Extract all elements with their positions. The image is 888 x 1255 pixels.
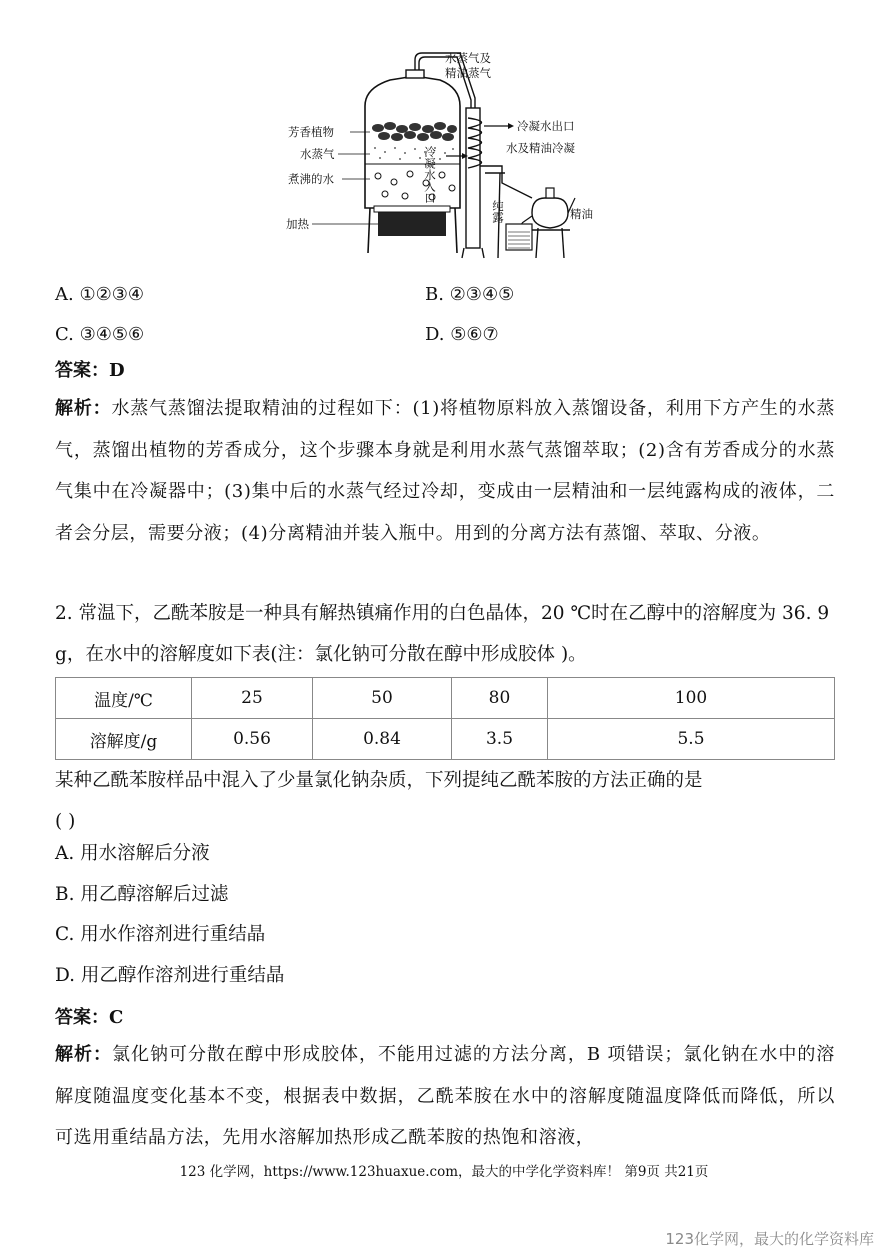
label-condensed: 水及精油冷凝 [506, 141, 575, 155]
distillation-diagram [270, 48, 630, 263]
solubility-table [55, 677, 835, 760]
watermark: 123化学网，最大的化学资料库 [665, 1230, 874, 1248]
label-hydrosol: 纯露 [491, 200, 505, 223]
label-steam: 水蒸气 [300, 147, 335, 161]
table-header-temperature: 温度/℃ [56, 678, 192, 719]
q2-choice-c: C. 用水作溶剂进行重结晶 [55, 924, 266, 946]
q1-option-c: C. ③④⑤⑥ [55, 323, 145, 345]
label-steam-top-2: 精油蒸气 [445, 66, 491, 80]
table-cell: 5.5 [548, 719, 835, 760]
q2-answer-label: 答案： [55, 1007, 109, 1028]
table-cell: 3.5 [452, 719, 548, 760]
q2-stem2: 某种乙酰苯胺样品中混入了少量氯化钠杂质，下列提纯乙酰苯胺的方法正确的是 [55, 770, 703, 791]
table-row [56, 678, 835, 719]
q1-analysis [55, 388, 835, 554]
q2-analysis [55, 1034, 835, 1159]
label-heat: 加热 [286, 217, 309, 231]
label-steam-top: 水蒸气及 [445, 51, 491, 65]
q2-stem: 2. 常温下，乙酰苯胺是一种具有解热镇痛作用的白色晶体，20 ℃时在乙醇中的溶解度为 36. 9 g，在水中的溶解度如下表(注：氯化钠可分散在醇中形成胶体 )。 [55, 603, 830, 665]
q2-analysis-text: 氯化钠可分散在醇中形成胶体，不能用过滤的方法分离，B 项错误；氯化钠在水中的溶解度随温度变化基本不变，根据表中数据，乙酰苯胺在水中的溶解度随温度降低而降低，所以可选用重结晶方法，先用水溶解加热形成乙酰苯胺的热饱和溶液， [55, 1044, 835, 1148]
q1-analysis-label: 解析： [55, 398, 112, 419]
label-inlet: 冷凝水入口 [423, 146, 437, 204]
label-plants: 芳香植物 [288, 125, 334, 139]
q2-analysis-label: 解析： [55, 1044, 112, 1065]
q2-choice-a: A. 用水溶解后分液 [55, 843, 210, 865]
q2-answer-value: C [109, 1007, 124, 1028]
q1-answer-value: D [109, 360, 125, 381]
table-cell: 25 [192, 678, 313, 719]
table-cell: 0.84 [313, 719, 452, 760]
table-row [56, 719, 835, 760]
table-header-solubility: 溶解度/g [56, 719, 192, 760]
table-cell: 80 [452, 678, 548, 719]
table-cell: 0.56 [192, 719, 313, 760]
table-cell: 50 [313, 678, 452, 719]
label-outlet: 冷凝水出口 [517, 119, 575, 133]
q1-option-b: B. ②③④⑤ [425, 283, 515, 305]
q1-analysis-text: 水蒸气蒸馏法提取精油的过程如下：(1)将植物原料放入蒸馏设备，利用下方产生的水蒸气，蒸馏出植物的芳香成分，这个步骤本身就是利用水蒸气蒸馏萃取；(2)含有芳香成分的水蒸气集中在冷凝器中；(3)集中后的水蒸气经过冷却，变成由一层精油和一层纯露构成的液体，二者会分层，需要分液；(4)分离精油并装入瓶中。用到的分离方法有蒸馏、萃取、分液。 [55, 398, 835, 544]
q2-choice-d: D. 用乙醇作溶剂进行重结晶 [55, 964, 285, 986]
label-boiling-water: 煮沸的水 [288, 172, 334, 186]
q1-options [55, 274, 835, 354]
page-footer: 123 化学网，https://www.123huaxue.com，最大的中学化学资料库！ 第9页 共21页 [179, 1164, 709, 1180]
q2-choices [55, 832, 835, 994]
q1-answer-label: 答案： [55, 360, 109, 381]
q2-answer [55, 1003, 123, 1029]
q1-option-a: A. ①②③④ [55, 283, 144, 305]
table-cell: 100 [548, 678, 835, 719]
q2-choice-b: B. 用乙醇溶解后过滤 [55, 883, 229, 905]
q2-stem-continued [55, 760, 845, 842]
q2-blank: ( ) [55, 811, 76, 832]
q1-option-d: D. ⑤⑥⑦ [425, 323, 499, 345]
label-oil: 精油 [570, 207, 593, 221]
q1-answer [55, 356, 125, 382]
distillation-apparatus-figure [270, 48, 630, 263]
